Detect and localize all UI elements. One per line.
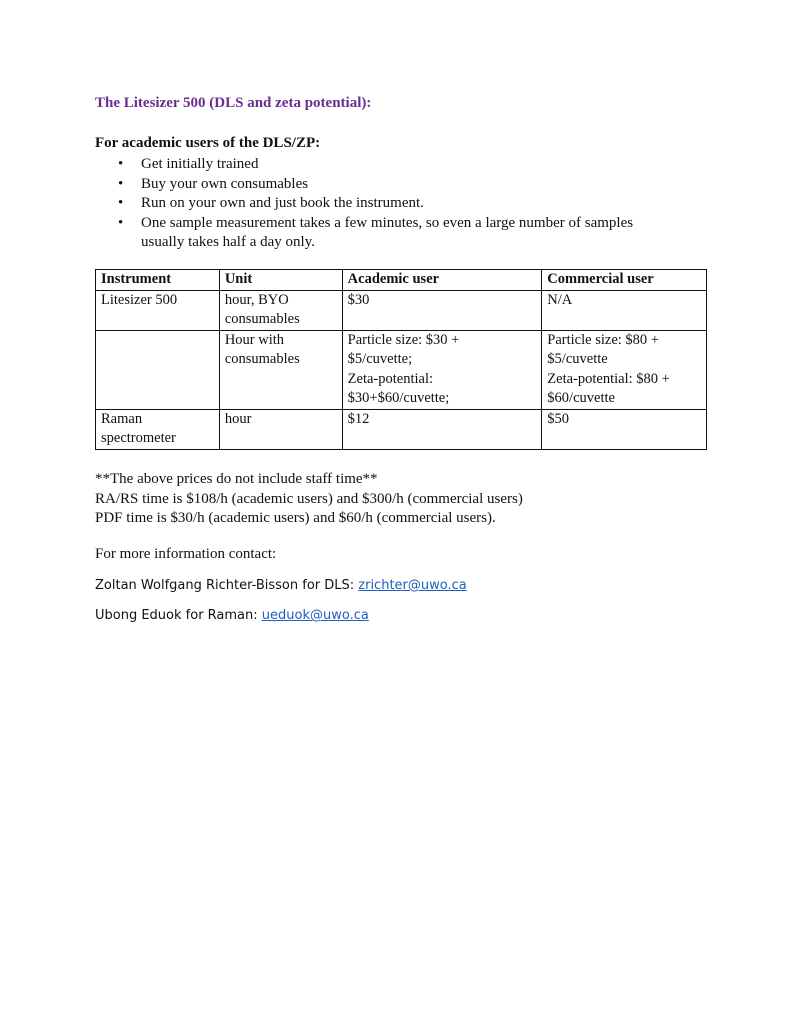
cell-line: consumables <box>224 351 300 367</box>
cell-line: $12 <box>347 410 370 427</box>
list-item <box>95 155 695 175</box>
pricing-table <box>95 269 707 450</box>
cell-line: Litesizer 500 <box>101 291 178 308</box>
table-row <box>96 330 707 409</box>
cell-line: Hour with <box>224 331 285 348</box>
cell-commercial <box>542 290 707 330</box>
list-item <box>95 214 695 253</box>
cell-line: N/A <box>547 291 573 308</box>
table-header-row <box>96 270 707 291</box>
cell-line: $5/cuvette <box>547 351 608 367</box>
cell-line: $30 <box>347 291 370 308</box>
contact-dls-label: Zoltan Wolfgang Richter-Bisson for DLS: <box>95 578 359 593</box>
academic-bullet-list <box>95 155 695 253</box>
cell-academic <box>342 330 542 409</box>
cell-line: hour, BYO <box>224 291 289 308</box>
cell-line: consumables <box>224 311 300 327</box>
staff-time-note: **The above prices do not include staff time** <box>95 471 378 487</box>
cell-instrument <box>96 290 220 330</box>
bullet-text: Get initially trained <box>141 156 259 172</box>
contact-intro: For more information contact: <box>95 546 277 562</box>
cell-academic <box>342 409 542 449</box>
bullet-text: One sample measurement takes a few minutes, so even a large number of samples <box>141 214 634 231</box>
cell-academic <box>342 290 542 330</box>
cell-instrument <box>96 330 220 409</box>
cell-line: Zeta-potential: <box>347 370 434 387</box>
cell-unit <box>219 409 342 449</box>
cell-line: Particle size: $80 + <box>547 331 659 348</box>
cell-line: Raman <box>101 410 143 427</box>
dls-email-link[interactable]: zrichter@uwo.ca <box>358 578 467 593</box>
cell-instrument <box>96 409 220 449</box>
cell-line: Particle size: $30 + <box>347 331 460 348</box>
cell-line: spectrometer <box>101 430 176 446</box>
header-unit: Unit <box>219 270 342 291</box>
bullet-icon: • <box>118 195 124 211</box>
contact-raman <box>95 608 369 623</box>
academic-users-heading: For academic users of the DLS/ZP: <box>95 135 321 151</box>
cell-commercial <box>542 330 707 409</box>
ra-rs-time-note: RA/RS time is $108/h (academic users) and $300/h (commercial users) <box>95 490 523 507</box>
bullet-icon: • <box>118 214 124 231</box>
section-title: The Litesizer 500 (DLS and zeta potential): <box>95 95 372 111</box>
table-row <box>96 290 707 330</box>
cell-unit <box>219 290 342 330</box>
raman-email-link[interactable]: ueduok@uwo.ca <box>261 608 369 623</box>
cell-commercial <box>542 409 707 449</box>
cell-line: $50 <box>547 410 570 427</box>
bullet-icon: • <box>118 156 124 172</box>
list-item <box>95 175 695 195</box>
contact-dls <box>95 578 467 593</box>
list-item <box>95 194 695 214</box>
bullet-text: Buy your own consumables <box>141 175 309 192</box>
cell-unit <box>219 330 342 409</box>
table-row <box>96 409 707 449</box>
header-academic-user: Academic user <box>342 270 542 291</box>
bullet-icon: • <box>118 175 124 192</box>
header-commercial-user: Commercial user <box>542 270 707 291</box>
contact-raman-label: Ubong Eduok for Raman: <box>95 608 262 623</box>
cell-line: hour <box>224 410 252 427</box>
cell-line: $60/cuvette <box>547 390 615 406</box>
header-instrument: Instrument <box>96 270 220 291</box>
cell-line: Zeta-potential: $80 + <box>547 370 670 387</box>
bullet-text: Run on your own and just book the instrument. <box>141 195 424 211</box>
cell-line: $5/cuvette; <box>347 351 413 367</box>
cell-line: $30+$60/cuvette; <box>347 390 450 406</box>
pricing-notes <box>95 470 523 529</box>
bullet-text-continued: usually takes half a day only. <box>141 234 315 250</box>
pdf-time-note: PDF time is $30/h (academic users) and $60/h (commercial users). <box>95 510 496 526</box>
